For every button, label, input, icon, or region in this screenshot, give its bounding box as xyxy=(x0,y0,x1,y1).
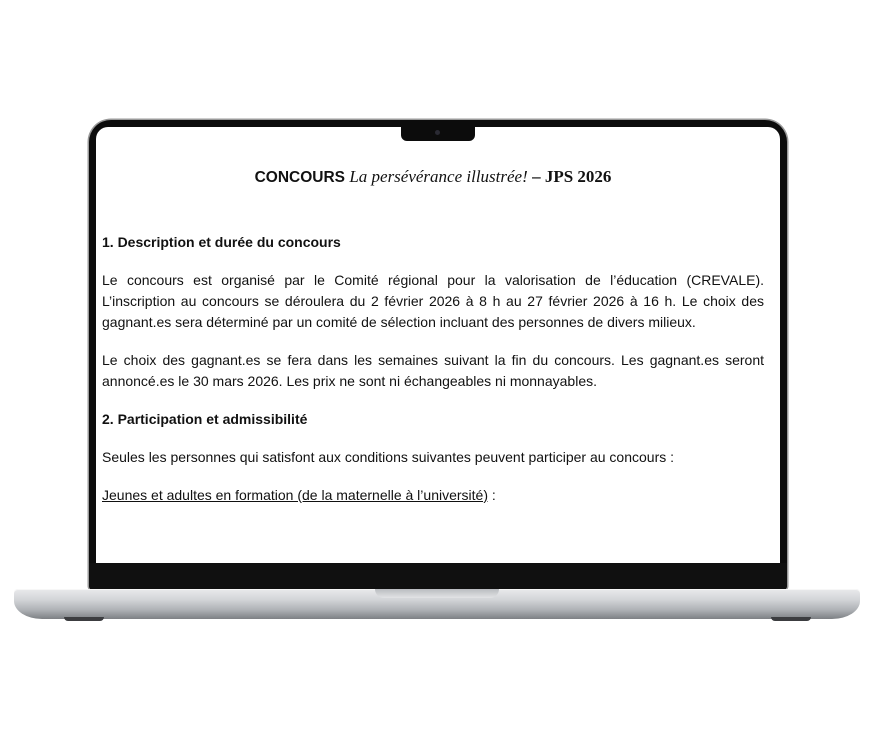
section-1-heading: 1. Description et durée du concours xyxy=(102,234,341,250)
camera-icon xyxy=(435,130,440,135)
document-title xyxy=(102,167,764,188)
document-page[interactable] xyxy=(102,127,764,506)
title-contest-year: – JPS 2026 xyxy=(532,167,612,186)
screen-bottom-bezel xyxy=(89,563,787,590)
section-2-paragraph-1: Seules les personnes qui satisfont aux conditions suivantes peuvent participer au concours : xyxy=(102,449,675,465)
camera-notch xyxy=(401,127,475,141)
subheading-colon: : xyxy=(487,487,496,503)
section-1-paragraph-1: Le concours est organisé par le Comité régional pour la valorisation de l’éducation (CREVALE). L’inscription au concours se déroulera du 2 février 2026 à 8 h au 27 février 2026 à 16 h. Le choix des gagnant.es sera déterminé par un comité de sélection incluant des personnes de divers milieux. xyxy=(102,272,764,330)
laptop-foot-left xyxy=(64,617,104,621)
title-contest-word: CONCOURS xyxy=(254,169,345,186)
section-1-paragraph-2: Le choix des gagnant.es se fera dans les semaines suivant la fin du concours. Les gagnant.es seront annoncé.es le 30 mars 2026. Les prix ne sont ni échangeables ni monnayables. xyxy=(102,352,764,389)
laptop-foot-right xyxy=(771,617,811,621)
section-2-heading: 2. Participation et admissibilité xyxy=(102,411,308,427)
lid-opening-notch xyxy=(375,589,499,598)
laptop-lid xyxy=(89,120,787,590)
subheading-underlined-text: Jeunes et adultes en formation (de la maternelle à l’université) xyxy=(102,487,488,503)
section-2-subheading xyxy=(102,485,764,506)
laptop-base xyxy=(14,589,860,619)
title-contest-name: La persévérance illustrée! xyxy=(349,167,528,186)
laptop-screen[interactable] xyxy=(96,127,780,563)
